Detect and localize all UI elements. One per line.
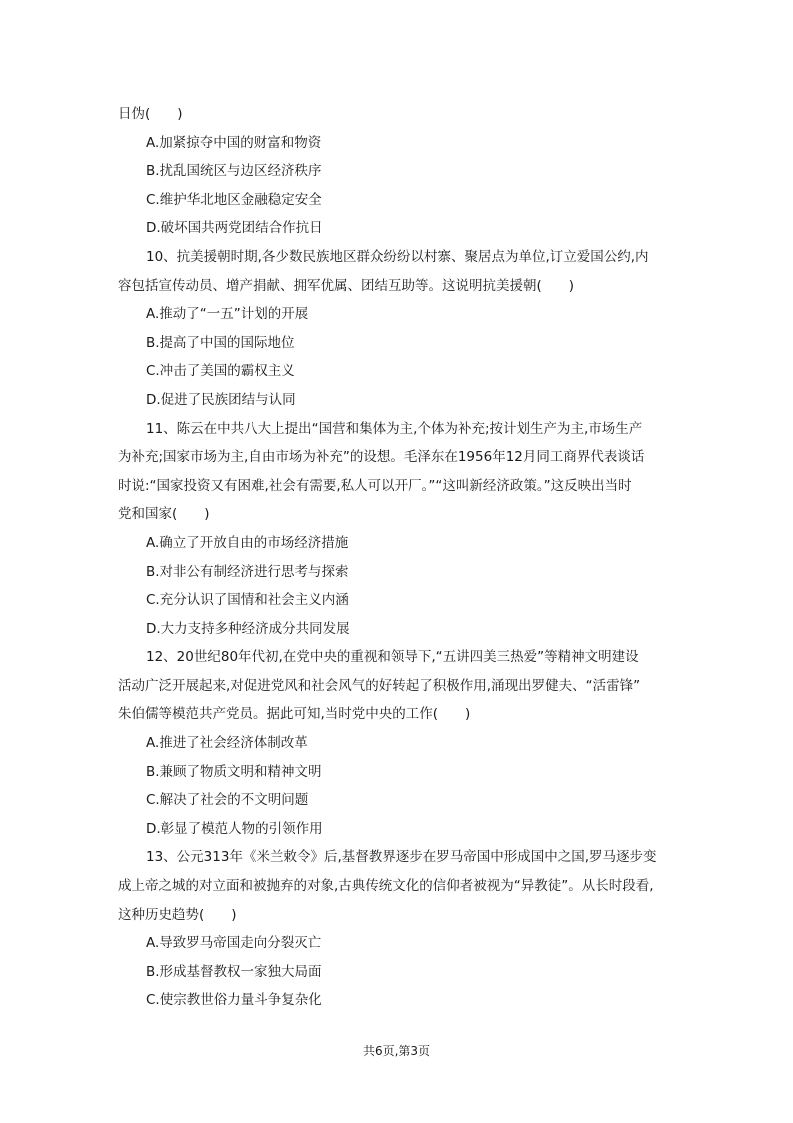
question-11-option-a: A.确立了开放自由的市场经济措施 (146, 534, 349, 551)
question-10-stem-line: 10、抗美援朝时期,各少数民族地区群众纷纷以村寨、聚居点为单位,订立爱国公约,内 (146, 248, 649, 265)
question-13-stem-line: 成上帝之城的对立面和被抛弃的对象,古典传统文化的信仰者被视为“异教徒”。从长时段看, (118, 878, 654, 895)
question-13-stem-line: 13、公元313年《米兰敕令》后,基督教界逐步在罗马帝国中形成国中之国,罗马逐步变 (146, 849, 657, 866)
question-11-option-d: D.大力支持多种经济成分共同发展 (146, 620, 350, 637)
question-11-stem-line: 时说:“国家投资又有困难,社会有需要,私人可以开厂。”“这叫新经济政策。”这反映出当时 (118, 477, 632, 494)
question-10-option-c: C.冲击了美国的霸权主义 (146, 363, 295, 380)
question-10-option-d: D.促进了民族团结与认同 (146, 391, 296, 408)
question-10-stem-line: 容包括宣传动员、增产捐献、拥军优属、团结互助等。这说明抗美援朝( ) (118, 277, 575, 294)
question-12 (118, 643, 683, 729)
question-12-option-d: D.彰显了模范人物的引领作用 (146, 820, 323, 837)
question-9-option-a: A.加紧掠夺中国的财富和物资 (146, 134, 322, 151)
question-12-option-b: B.兼顾了物质文明和精神文明 (146, 763, 322, 780)
question-13-options (118, 929, 683, 1015)
question-10-option-b: B.提高了中国的国际地位 (146, 334, 295, 351)
question-11-option-b: B.对非公有制经济进行思考与探索 (146, 563, 349, 580)
question-9-option-d: D.破坏国共两党团结合作抗日 (146, 220, 323, 237)
question-12-options (118, 729, 683, 843)
question-10-option-a: A.推动了“一五”计划的开展 (146, 306, 309, 323)
page-footer: 共6页,第3页 (362, 1044, 431, 1058)
question-12-option-a: A.推进了社会经济体制改革 (146, 735, 308, 752)
question-10 (118, 243, 683, 300)
question-13-stem-line: 这种历史趋势( ) (118, 906, 237, 923)
question-13-option-b: B.形成基督教权一家独大局面 (146, 963, 322, 980)
question-9-option-c: C.维护华北地区金融稳定安全 (146, 191, 322, 208)
question-9-stem-tail: 日伪( ) (118, 106, 183, 122)
page-content (118, 100, 683, 1015)
question-10-options (118, 300, 683, 414)
question-13-option-c: C.使宗教世俗力量斗争复杂化 (146, 992, 322, 1009)
question-13-option-a: A.导致罗马帝国走向分裂灭亡 (146, 935, 322, 952)
question-12-stem-line: 12、20世纪80年代初,在党中央的重视和领导下,“五讲四美三热爱”等精神文明建设 (146, 649, 639, 666)
question-12-option-c: C.解决了社会的不文明问题 (146, 792, 309, 809)
question-11-options (118, 529, 683, 643)
question-9-option-b: B.扰乱国统区与边区经济秩序 (146, 163, 322, 180)
question-12-stem-line: 活动广泛开展起来,对促进党风和社会风气的好转起了积极作用,涌现出罗健夫、“活雷锋” (118, 677, 641, 694)
question-11-option-c: C.充分认识了国情和社会主义内涵 (146, 592, 349, 609)
question-13 (118, 843, 683, 929)
question-12-stem-line: 朱伯儒等模范共产党员。据此可知,当时党中央的工作( ) (118, 706, 471, 723)
question-9 (118, 100, 683, 243)
question-11 (118, 415, 683, 529)
question-11-stem-line: 党和国家( ) (118, 506, 210, 523)
question-11-stem-line: 为补充;国家市场为主,自由市场为补充”的设想。毛泽东在1956年12月同工商界代表谈话 (118, 449, 645, 466)
question-11-stem-line: 11、陈云在中共八大上提出“国营和集体为主,个体为补充;按计划生产为主,市场生产 (146, 420, 643, 437)
